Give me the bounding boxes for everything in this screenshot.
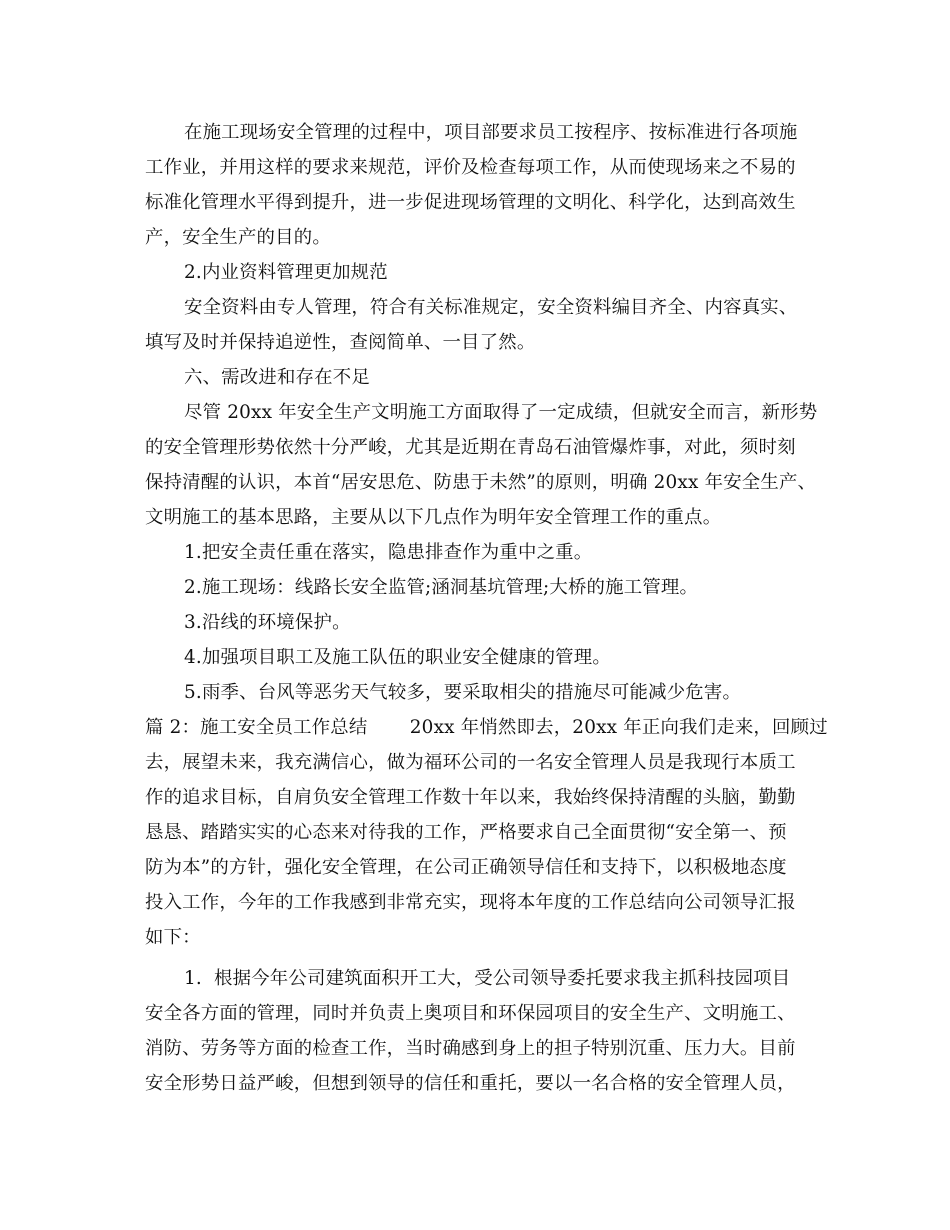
list-item: 2.施工现场：线路长安全监管;涵洞基坑管理;大桥的施工管理。 [184, 577, 699, 598]
text-line: 尽管 20xx 年安全生产文明施工方面取得了一定成绩，但就安全而言，新形势 [184, 402, 818, 423]
list-item: 1. 根据今年公司建筑面积开工大，受公司领导委托要求我主抓科技园项目 [184, 968, 791, 989]
text-line: 恳恳、踏踏实实的心态来对待我的工作，严格要求自己全面贯彻“安全第一、预 [145, 822, 787, 843]
text-line: 去，展望未来，我充满信心，做为福环公司的一名安全管理人员是我现行本质工 [145, 752, 796, 773]
text-line: 的安全管理形势依然十分严峻，尤其是近期在青岛石油管爆炸事，对此，须时刻 [145, 437, 796, 458]
text-line: 保持清醒的认识，本首“居安思危、防患于未然”的原则，明确 20xx 年安全生产、 [145, 472, 817, 493]
text-line: 安全各方面的管理，同时并负责上奥项目和环保园项目的安全生产、文明施工、 [145, 1003, 796, 1024]
text-line: 在施工现场安全管理的过程中，项目部要求员工按程序、按标准进行各项施 [184, 122, 798, 143]
text-line: 工作业，并用这样的要求来规范，评价及检查每项工作，从而使现场来之不易的 [145, 157, 796, 178]
text-line: 填写及时并保持追逆性，查阅简单、一目了然。 [145, 332, 536, 353]
text-line: 安全形势日益严峻，但想到领导的信任和重托，要以一名合格的安全管理人员， [145, 1073, 796, 1094]
text-line: 文明施工的基本思路，主要从以下几点作为明年安全管理工作的重点。 [145, 507, 722, 528]
list-item: 1.把安全责任重在落实，隐患排查作为重中之重。 [184, 542, 593, 563]
list-item: 4.加强项目职工及施工队伍的职业安全健康的管理。 [184, 647, 611, 668]
article-heading: 篇 2：施工安全员工作总结 20xx 年悄然即去，20xx 年正向我们走来，回顾过 [145, 717, 828, 738]
text-line: 标准化管理水平得到提升，进一步促进现场管理的文明化、科学化，达到高效生 [145, 192, 796, 213]
text-line: 作的追求目标，自肩负安全管理工作数十年以来，我始终保持清醒的头脑，勤勤 [145, 787, 796, 808]
text-line: 防为本”的方针，强化安全管理，在公司正确领导信任和支持下，以积极地态度 [145, 857, 787, 878]
list-item: 5.雨季、台风等恶劣天气较多，要采取相尖的措施尽可能减少危害。 [184, 682, 742, 703]
section-heading: 2.内业资料管理更加规范 [184, 262, 388, 283]
text-line: 如下： [145, 927, 201, 948]
text-line: 消防、劳务等方面的检查工作，当时确感到身上的担子特别沉重、压力大。目前 [145, 1038, 796, 1059]
section-heading: 六、需改进和存在不足 [184, 367, 370, 388]
text-line: 安全资料由专人管理，符合有关标准规定，安全资料编目齐全、内容真实、 [184, 297, 798, 318]
text-line: 产，安全生产的目的。 [145, 227, 331, 248]
text-line: 投入工作，今年的工作我感到非常充实，现将本年度的工作总结向公司领导汇报 [145, 892, 796, 913]
list-item: 3.沿线的环境保护。 [184, 612, 351, 633]
